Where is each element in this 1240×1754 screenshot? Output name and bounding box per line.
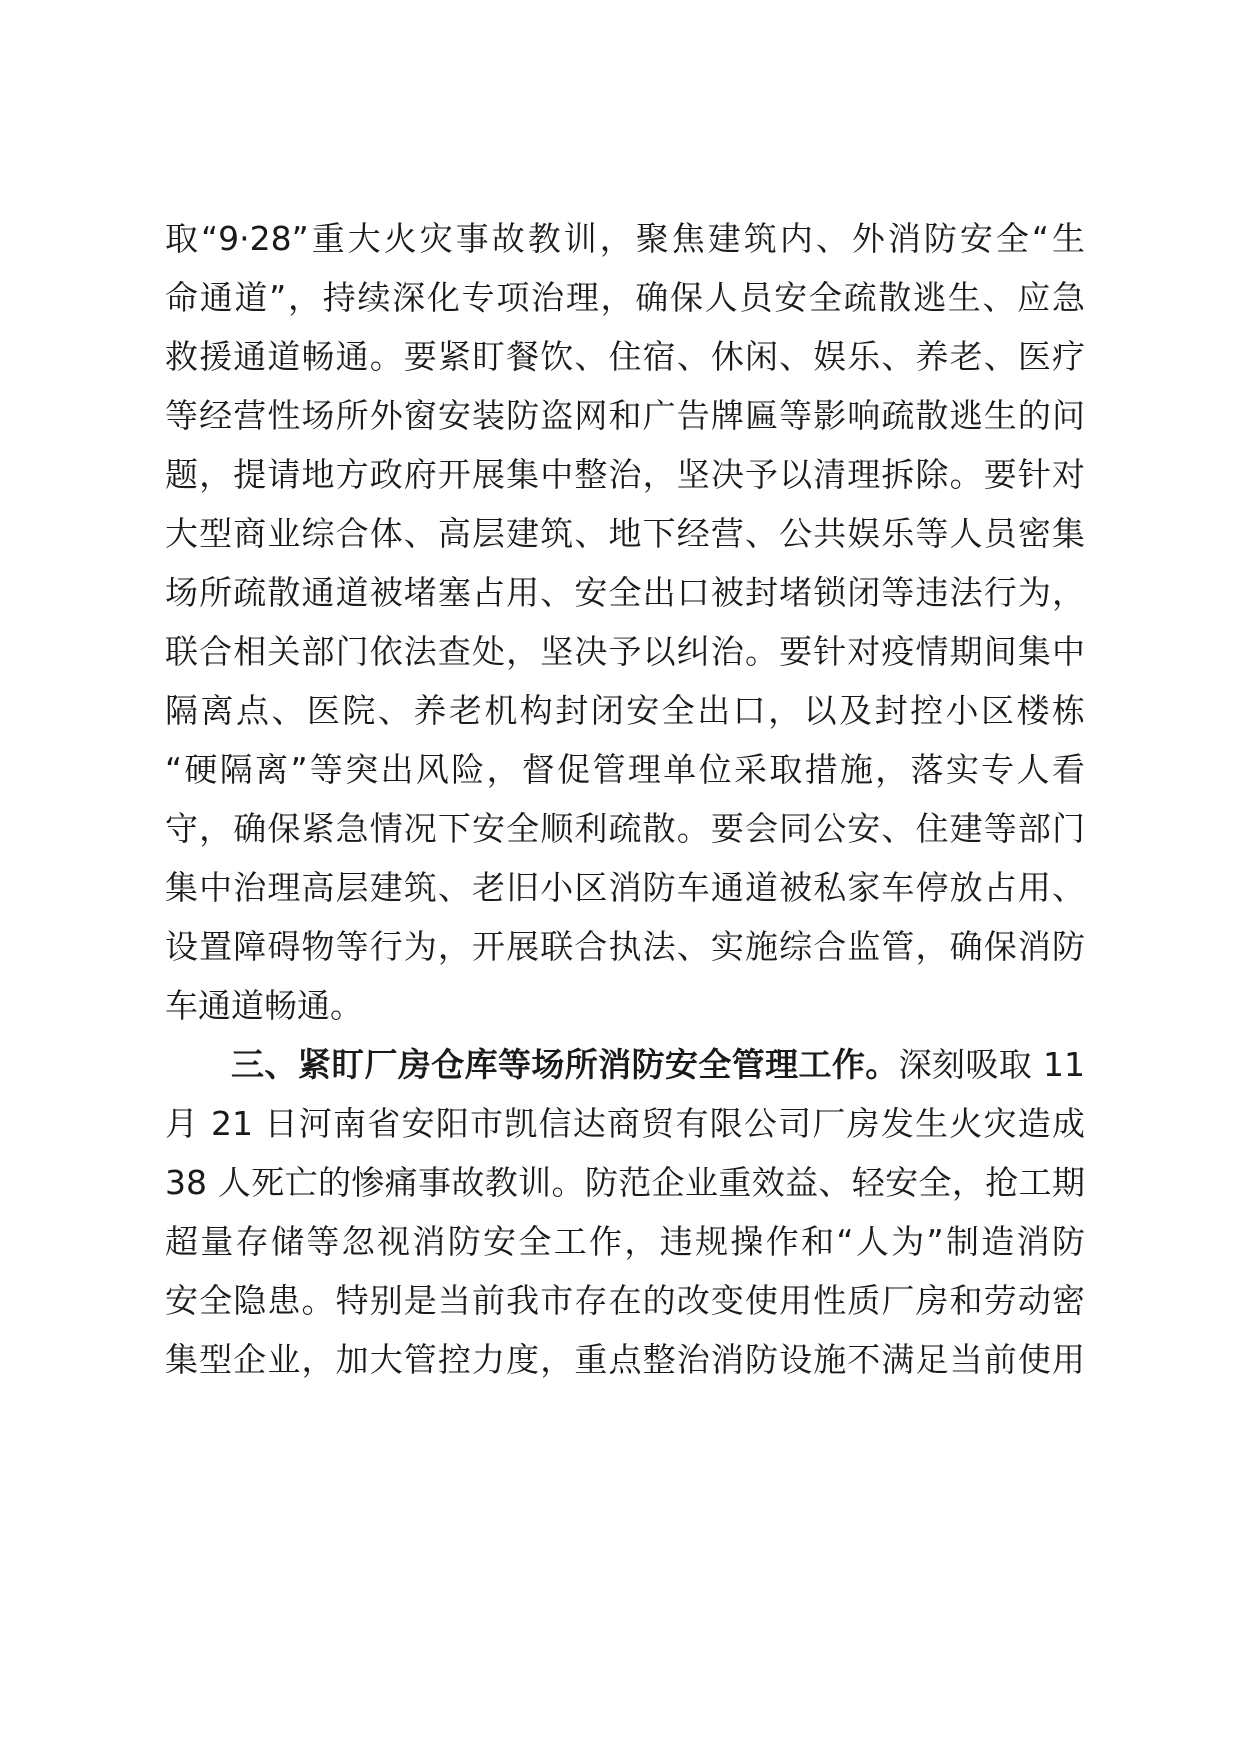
body-line: 超量存储等忽视消防安全工作，违规操作和“人为”制造消防 (165, 1222, 1085, 1261)
body-line: 命通道”，持续深化专项治理，确保人员安全疏散逃生、应急 (165, 278, 1085, 317)
section-heading: 三、紧盯厂房仓库等场所消防安全管理工作。 (231, 1045, 899, 1084)
body-line: 守，确保紧急情况下安全顺利疏散。要会同公安、住建等部门 (165, 809, 1085, 848)
body-line: 设置障碍物等行为，开展联合执法、实施综合监管，确保消防 (165, 927, 1085, 966)
body-line: 大型商业综合体、高层建筑、地下经营、公共娱乐等人员密集 (165, 514, 1085, 553)
body-line: “硬隔离”等突出风险，督促管理单位采取措施，落实专人看 (165, 750, 1085, 789)
body-line: 场所疏散通道被堵塞占用、安全出口被封堵锁闭等违法行为， (165, 573, 1085, 612)
body-line: 车通道畅通。 (165, 986, 363, 1025)
body-line: 安全隐患。特别是当前我市存在的改变使用性质厂房和劳动密 (165, 1281, 1085, 1320)
body-line: 联合相关部门依法查处，坚决予以纠治。要针对疫情期间集中 (165, 632, 1085, 671)
body-line: 集型企业，加大管控力度，重点整治消防设施不满足当前使用 (165, 1340, 1085, 1379)
body-line: 救援通道畅通。要紧盯餐饮、住宿、休闲、娱乐、养老、医疗 (165, 337, 1085, 376)
body-line: 月 21 日河南省安阳市凯信达商贸有限公司厂房发生火灾造成 (165, 1104, 1085, 1143)
body-line: 等经营性场所外窗安装防盗网和广告牌匾等影响疏散逃生的问 (165, 396, 1085, 435)
body-line: 题，提请地方政府开展集中整治，坚决予以清理拆除。要针对 (165, 455, 1085, 494)
body-line: 集中治理高层建筑、老旧小区消防车通道被私家车停放占用、 (165, 868, 1085, 907)
section-heading-line (231, 1033, 1085, 1097)
body-line: 取“9·28”重大火灾事故教训，聚焦建筑内、外消防安全“生 (165, 219, 1085, 258)
body-line: 38 人死亡的惨痛事故教训。防范企业重效益、轻安全，抢工期 (165, 1163, 1085, 1202)
body-line: 隔离点、医院、养老机构封闭安全出口，以及封控小区楼栋 (165, 691, 1085, 730)
section-heading-rest: 深刻吸取 11 (898, 1045, 1086, 1084)
